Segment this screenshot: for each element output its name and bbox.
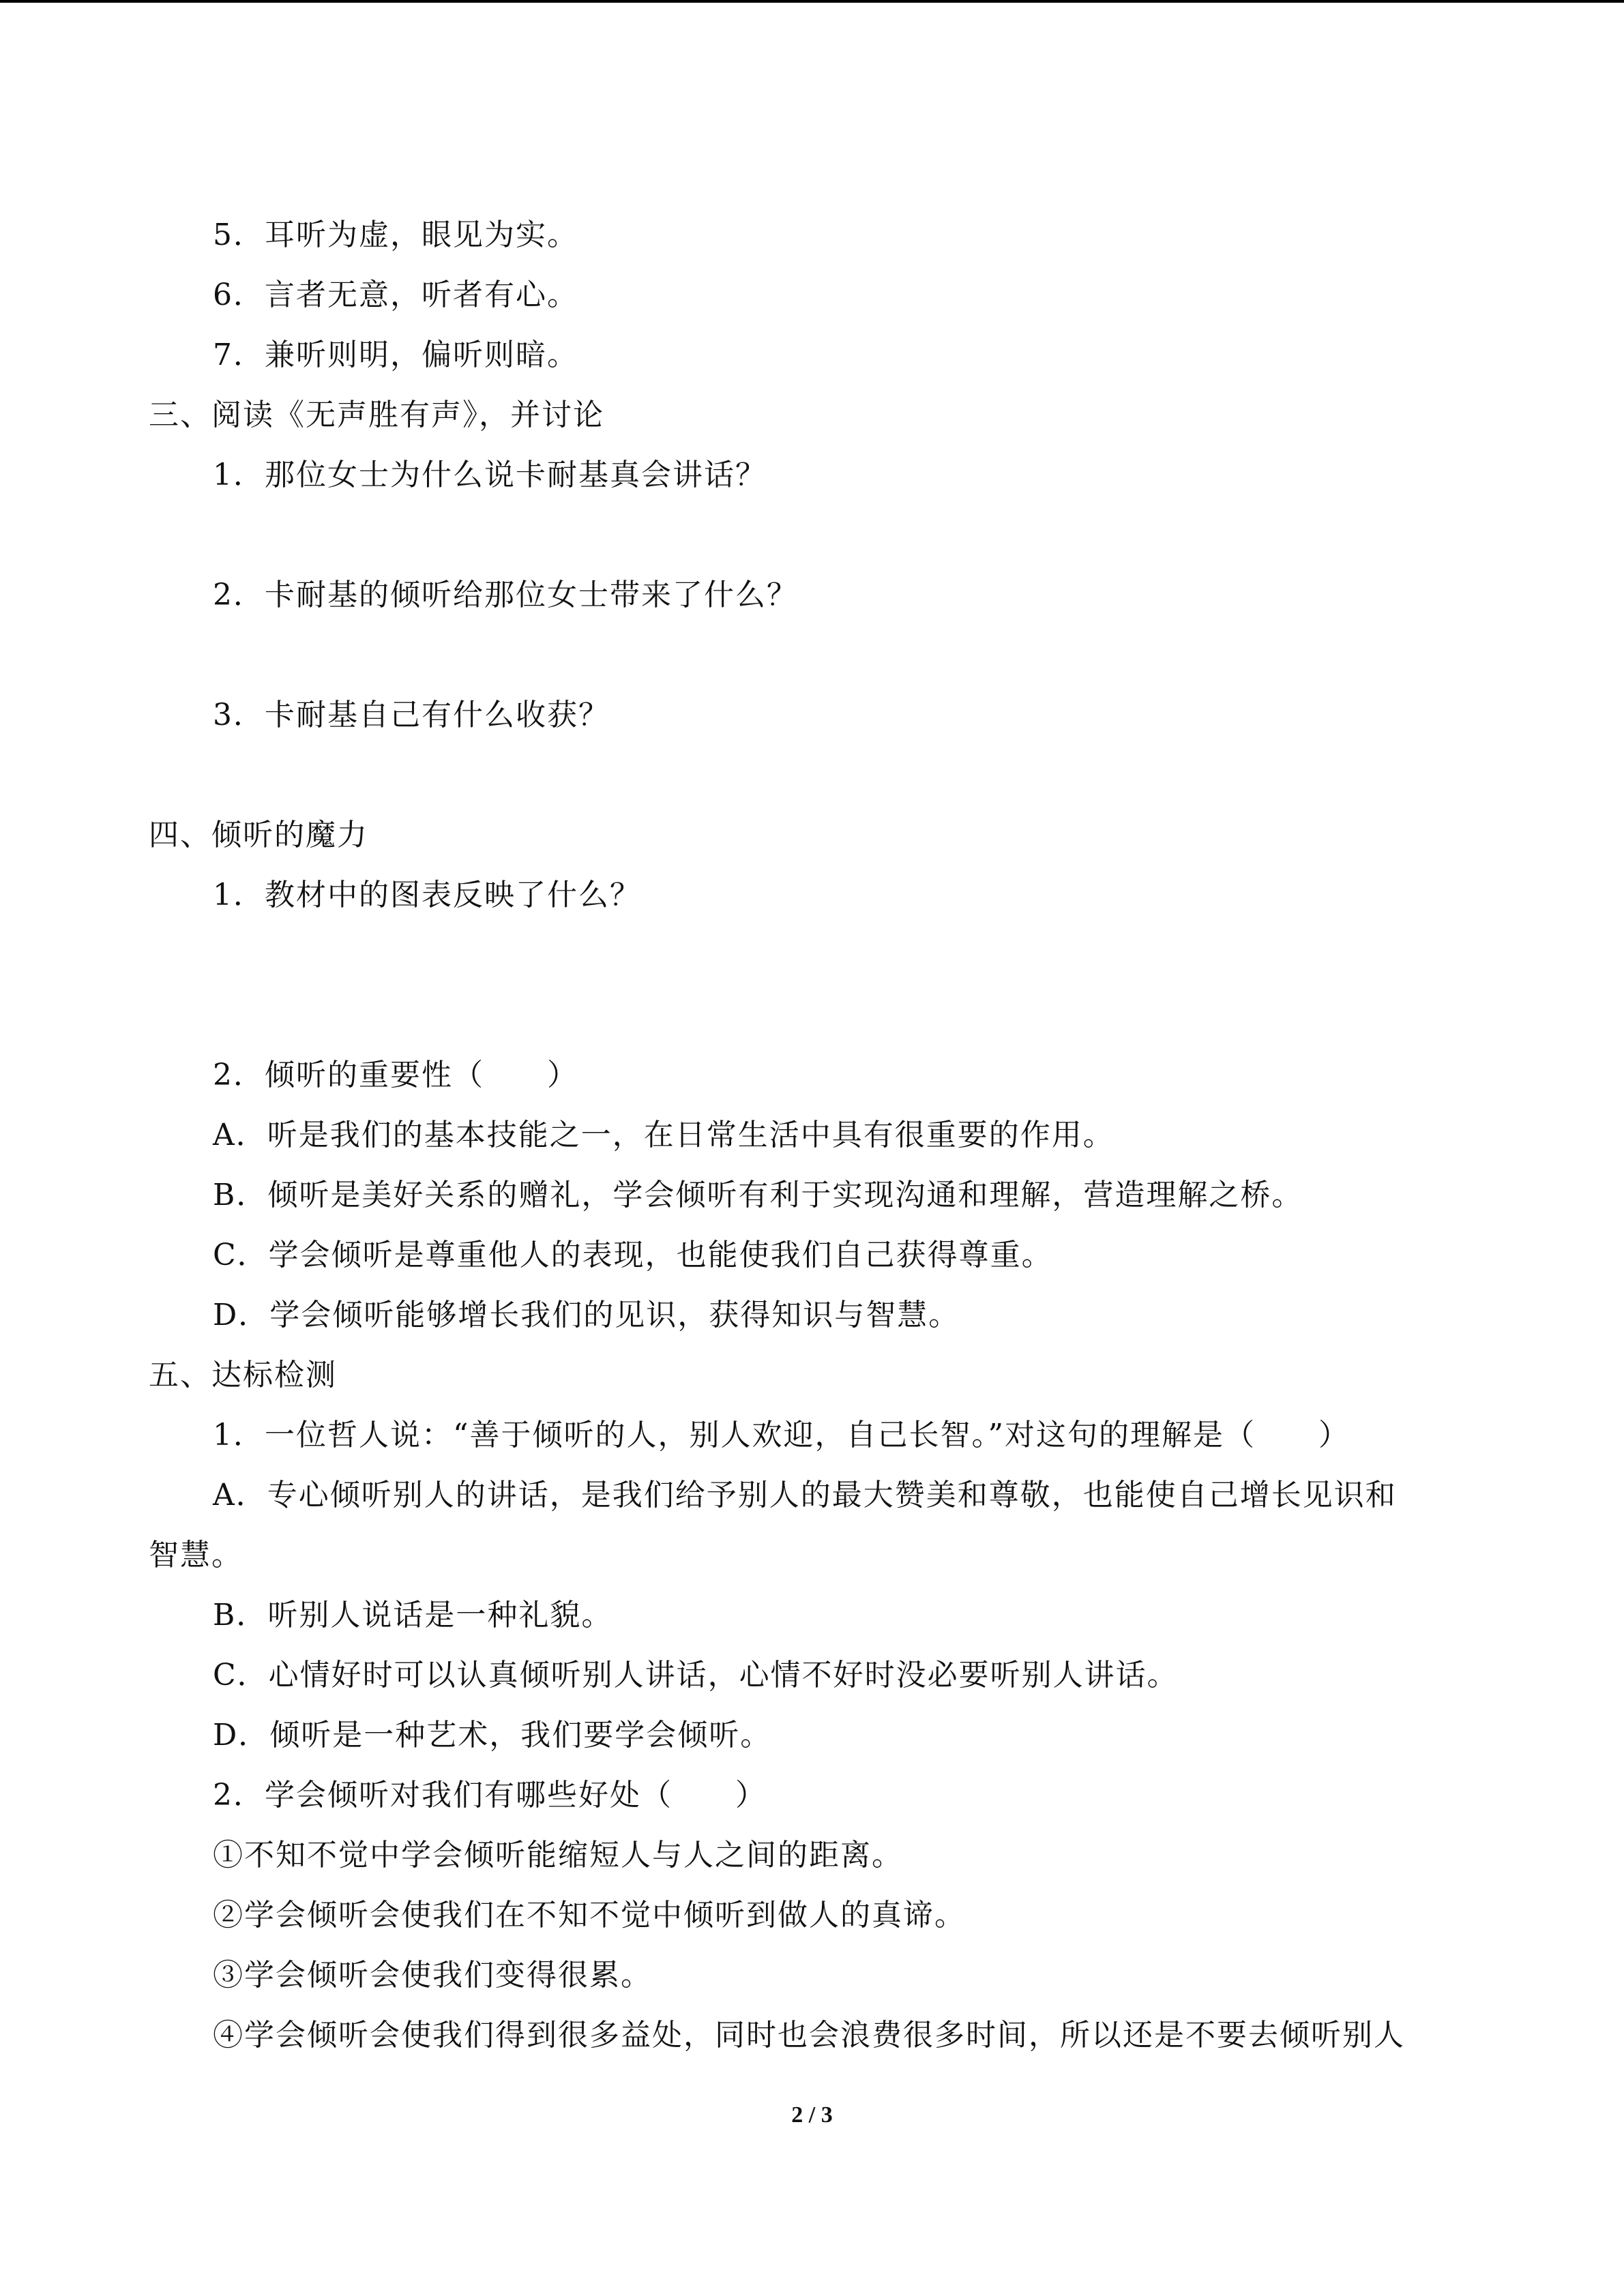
- numbered-statement: ①不知不觉中学会倾听能缩短人与人之间的距离。: [213, 1838, 903, 1873]
- question-item: 3．卡耐基自己有什么收获？: [213, 698, 610, 732]
- question-item: 2．卡耐基的倾听给那位女士带来了什么？: [213, 578, 798, 612]
- section-heading-5: 五、达标检测: [149, 1358, 337, 1392]
- numbered-statement: ②学会倾听会使我们在不知不觉中倾听到做人的真谛。: [213, 1898, 966, 1933]
- option-item: D．学会倾听能够增长我们的见识，获得知识与智慧。: [213, 1298, 960, 1332]
- question-item: 2．倾听的重要性（ ）: [213, 1058, 578, 1092]
- question-item: 1．那位女士为什么说卡耐基真会讲话？: [213, 458, 767, 492]
- proverb-item: 6．言者无意，听者有心。: [213, 278, 578, 312]
- numbered-statement: ③学会倾听会使我们变得很累。: [213, 1958, 652, 1993]
- numbered-statement: ④学会倾听会使我们得到很多益处，同时也会浪费很多时间，所以还是不要去倾听别人: [213, 2018, 1405, 2053]
- option-item: A．专心倾听别人的讲话，是我们给予别人的最大赞美和尊敬，也能使自己增长见识和: [213, 1478, 1397, 1512]
- section-heading-3: 三、阅读《无声胜有声》，并讨论: [149, 398, 604, 432]
- question-item: 1．一位哲人说：“善于倾听的人，别人欢迎，自己长智。”对这句的理解是（ ）: [213, 1418, 1350, 1452]
- option-item: C．心情好时可以认真倾听别人讲话，心情不好时没必要听别人讲话。: [213, 1658, 1179, 1693]
- question-item: 1．教材中的图表反映了什么？: [213, 878, 641, 912]
- question-item: 2．学会倾听对我们有哪些好处（ ）: [213, 1778, 767, 1813]
- section-heading-4: 四、倾听的魔力: [149, 818, 368, 852]
- option-item: B．倾听是美好关系的赠礼，学会倾听有利于实现沟通和理解，营造理解之桥。: [213, 1178, 1303, 1212]
- page-number: 2 / 3: [791, 2102, 833, 2128]
- proverb-item: 7．兼听则明，偏听则暗。: [213, 338, 578, 372]
- option-item: C．学会倾听是尊重他人的表现，也能使我们自己获得尊重。: [213, 1238, 1053, 1272]
- option-item-continuation: 智慧。: [149, 1538, 243, 1572]
- option-item: A．听是我们的基本技能之一，在日常生活中具有很重要的作用。: [213, 1118, 1114, 1152]
- option-item: D．倾听是一种艺术，我们要学会倾听。: [213, 1718, 772, 1753]
- option-item: B．听别人说话是一种礼貌。: [213, 1598, 613, 1632]
- proverb-item: 5．耳听为虚，眼见为实。: [213, 218, 578, 252]
